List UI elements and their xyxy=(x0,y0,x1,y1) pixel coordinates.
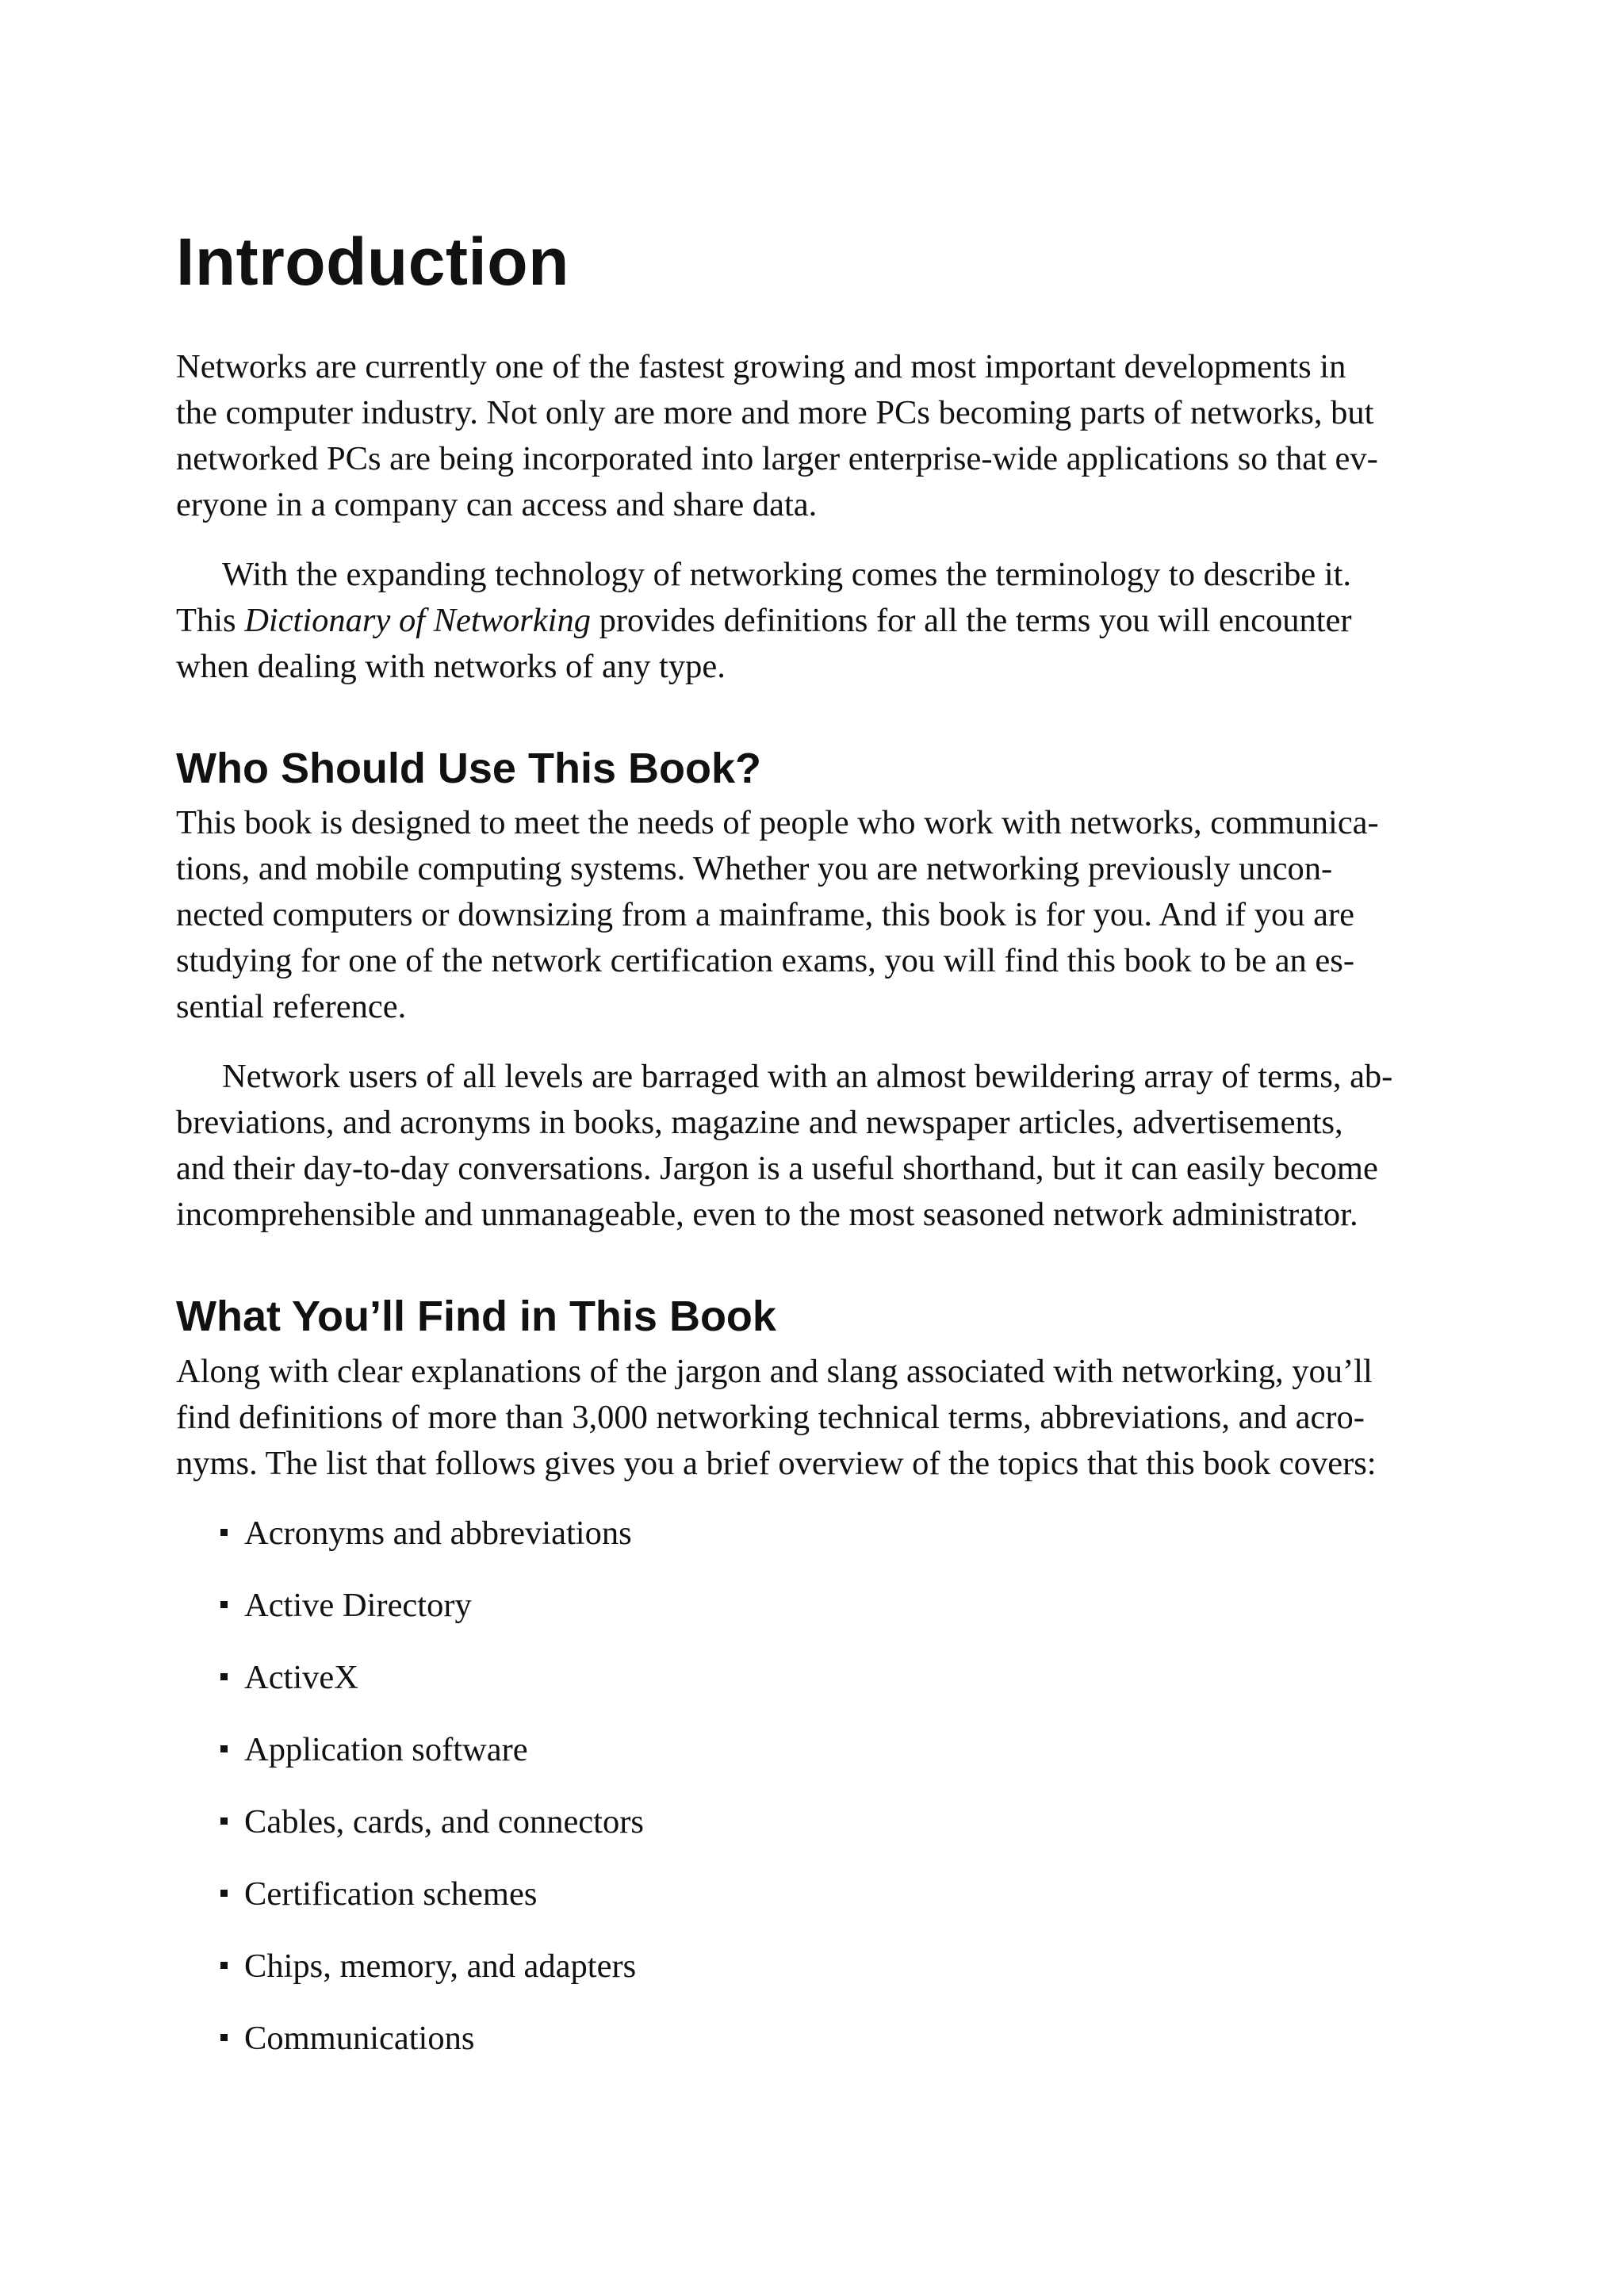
text-line xyxy=(176,598,1492,644)
text-segment: provides definitions for all the terms you will encounter xyxy=(590,602,1352,639)
book-title-italic: Dictionary of Networking xyxy=(244,602,591,639)
text-line: studying for one of the network certification exams, you will find this book to be an es- xyxy=(176,942,1354,980)
text-line: Networks are currently one of the fastest growing and most important developments in xyxy=(176,348,1346,385)
list-item xyxy=(220,1944,1492,1990)
who-section xyxy=(176,745,1492,1238)
intro-paragraph-2 xyxy=(176,552,1492,690)
list-item-text: Active Directory xyxy=(244,1586,472,1624)
list-item xyxy=(220,1799,1492,1845)
what-paragraph-1 xyxy=(176,1349,1492,1487)
topics-list xyxy=(176,1511,1492,2062)
list-item-text: Communications xyxy=(244,2019,475,2057)
square-bullet-icon xyxy=(220,1890,228,1897)
text-line: eryone in a company can access and share data. xyxy=(176,486,818,523)
square-bullet-icon xyxy=(220,1673,228,1680)
square-bullet-icon xyxy=(220,1601,228,1608)
list-item-text: ActiveX xyxy=(244,1658,358,1696)
page-content xyxy=(176,224,1492,2088)
list-item-text: Cables, cards, and connectors xyxy=(244,1802,644,1840)
list-item xyxy=(220,1583,1492,1629)
text-line: This book is designed to meet the needs of people who work with networks, communica- xyxy=(176,804,1379,842)
list-item-text: Chips, memory, and adapters xyxy=(244,1947,637,1985)
square-bullet-icon xyxy=(220,1817,228,1825)
text-line: when dealing with networks of any type. xyxy=(176,648,726,685)
list-item-text: Acronyms and abbreviations xyxy=(244,1514,632,1552)
list-item xyxy=(220,1511,1492,1557)
list-item-text: Certification schemes xyxy=(244,1875,538,1913)
text-segment: This xyxy=(176,602,245,639)
intro-section xyxy=(176,344,1492,690)
list-item xyxy=(220,1871,1492,1917)
square-bullet-icon xyxy=(220,1962,228,1969)
list-item-text: Application software xyxy=(244,1730,528,1768)
square-bullet-icon xyxy=(220,2034,228,2041)
section-heading-what: What You’ll Find in This Book xyxy=(176,1293,776,1341)
intro-paragraph-1 xyxy=(176,344,1492,528)
text-line: nected computers or downsizing from a mainframe, this book is for you. And if you are xyxy=(176,896,1354,934)
text-line: incomprehensible and unmanageable, even to the most seasoned network administrator. xyxy=(176,1196,1358,1234)
text-line: and their day-to-day conversations. Jargon is a useful shorthand, but it can easily become xyxy=(176,1150,1378,1188)
list-item xyxy=(220,1655,1492,1701)
section-heading-who: Who Should Use This Book? xyxy=(176,745,761,792)
page-title: Introduction xyxy=(176,224,569,299)
text-line: networked PCs are being incorporated into larger enterprise-wide applications so that ev- xyxy=(176,440,1378,477)
square-bullet-icon xyxy=(220,1529,228,1536)
text-line: nyms. The list that follows gives you a brief overview of the topics that this book covers: xyxy=(176,1444,1377,1482)
who-paragraph-1 xyxy=(176,800,1492,1030)
text-line: find definitions of more than 3,000 networking technical terms, abbreviations, and acro- xyxy=(176,1398,1365,1436)
text-line: Along with clear explanations of the jargon and slang associated with networking, you’ll xyxy=(176,1352,1373,1390)
what-section xyxy=(176,1293,1492,2061)
text-line: With the expanding technology of networking comes the terminology to describe it. xyxy=(222,556,1352,593)
text-line: sential reference. xyxy=(176,988,407,1026)
list-item xyxy=(220,1727,1492,1773)
who-paragraph-2 xyxy=(176,1054,1492,1238)
text-line: the computer industry. Not only are more and more PCs becoming parts of networks, but xyxy=(176,394,1374,431)
text-line: Network users of all levels are barraged with an almost bewildering array of terms, ab- xyxy=(222,1058,1393,1096)
list-item xyxy=(220,2016,1492,2062)
square-bullet-icon xyxy=(220,1745,228,1752)
text-line: tions, and mobile computing systems. Whether you are networking previously uncon- xyxy=(176,850,1333,888)
text-line: breviations, and acronyms in books, magazine and newspaper articles, advertisements, xyxy=(176,1104,1343,1142)
